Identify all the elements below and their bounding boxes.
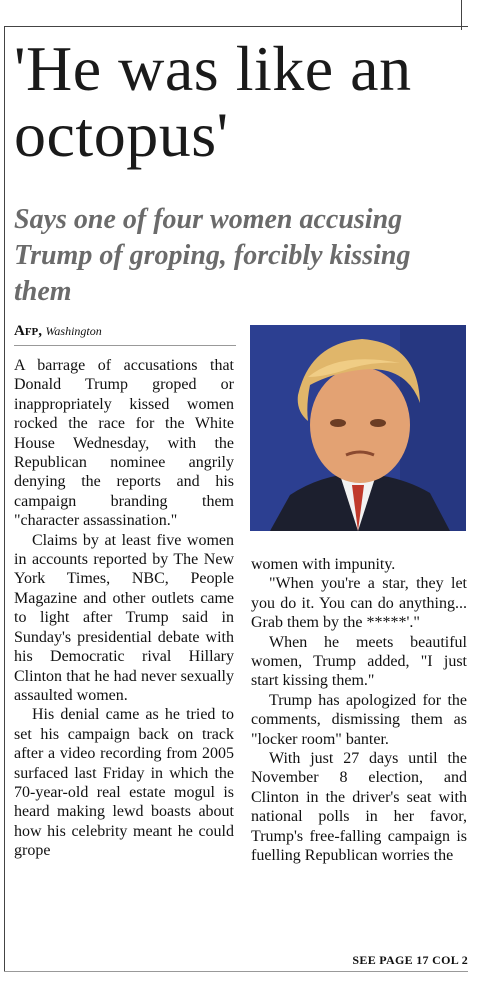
article-column-2	[251, 555, 467, 866]
portrait-photo	[250, 325, 466, 531]
paragraph: With just 27 days until the November 8 election, and Clinton in the driver's seat with national polls in her favor, Trump's free-falling campaign is fuelling Republican worries the	[251, 750, 467, 865]
paragraph: "When you're a star, they let you do it. You can do anything... Grab them by the *****'."	[251, 575, 467, 632]
byline	[14, 322, 236, 346]
paragraph: Claims by at least five women in accounts reported by The New York Times, NBC, People Magazine and other outlets came to light after Trump said in Sunday's presidential debate with his Democratic rival Hillary Clinton that he had never sexually assaulted women.	[14, 531, 234, 704]
paragraph: His denial came as he tried to set his campaign back on track after a video recording from 2005 surfaced last Friday in which the 70-year-old real estate mogul is heard making lewd boasts about how his celebrity meant he could grope	[14, 706, 234, 860]
continued-on-page: SEE PAGE 17 COL 2	[352, 953, 468, 967]
headline: 'He was like an octopus'	[14, 33, 412, 170]
portrait-photo-icon	[250, 325, 466, 531]
byline-agency: Afp,	[14, 323, 43, 339]
newspaper-clipping	[2, 0, 476, 989]
subheadline: Says one of four women accusing Trump of groping, forcibly kissing them	[14, 204, 411, 307]
left-rule	[4, 26, 5, 971]
article-column-1	[14, 356, 234, 861]
top-rule	[4, 26, 468, 27]
paragraph: Trump has apologized for the comments, dismissing them as "locker room" banter.	[251, 691, 467, 748]
byline-place: Washington	[45, 324, 102, 338]
paragraph: women with impunity.	[251, 556, 396, 573]
bottom-rule	[4, 971, 468, 972]
paragraph: When he meets beautiful women, Trump added, "I just start kissing them."	[251, 633, 467, 690]
paragraph: A barrage of accusations that Donald Trump groped or inappropriately kissed women rocked the race for the White House Wednesday, with the Republican nominee angrily denying the reports and his campaign branding them "character assassination."	[14, 357, 234, 530]
